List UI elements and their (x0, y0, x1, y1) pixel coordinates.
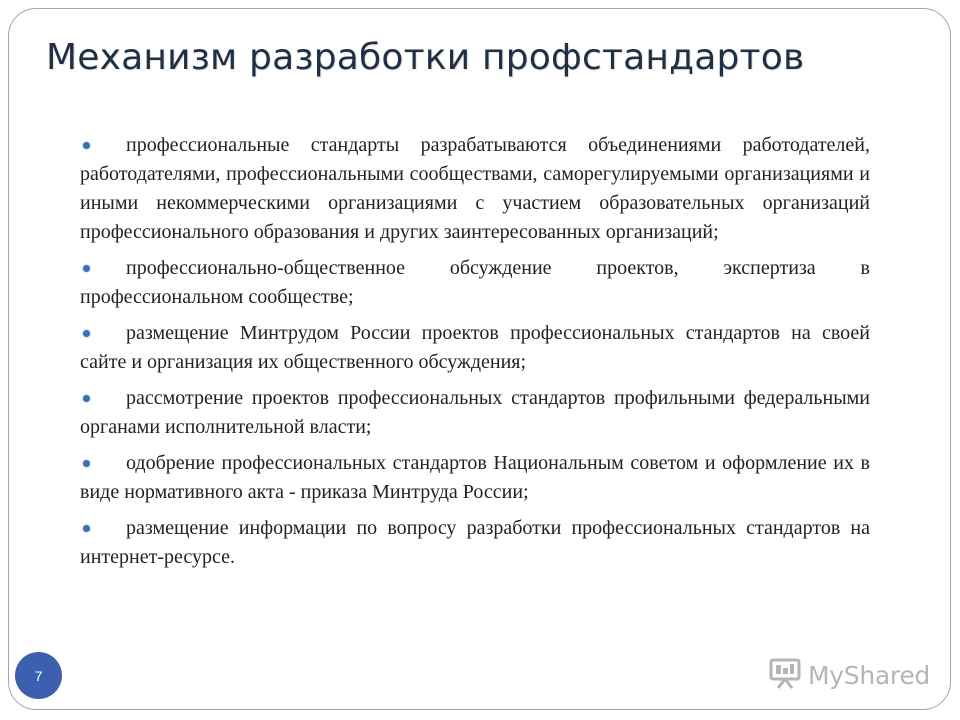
list-item (80, 449, 870, 507)
bullet-text: одобрение профессиональных стандартов Национальным советом и оформление их в виде нормативного акта - приказа Минтруда России; (80, 452, 870, 503)
presentation-board-icon (768, 656, 802, 695)
bullet-text: размещение Минтрудом России проектов профессиональных стандартов на своей сайте и организация их общественного обсуждения; (80, 322, 870, 373)
list-item (80, 131, 870, 247)
bullet-text: размещение информации по вопросу разработки профессиональных стандартов на интернет-ресурсе. (80, 517, 870, 568)
bullet-icon (83, 330, 90, 337)
list-item (80, 514, 870, 572)
watermark-logo (768, 656, 930, 695)
bullet-icon (83, 265, 90, 272)
bullet-text: рассмотрение проектов профессиональных стандартов профильными федеральными органами исполнительной власти; (80, 387, 870, 438)
bullet-icon (83, 460, 90, 467)
page-number-badge (15, 652, 62, 699)
bullet-list (80, 131, 870, 579)
bullet-text: профессиональные стандарты разрабатываются объединениями работодателей, работодателями, профессиональными сообществами, саморегулируемыми организациями и иными некоммерческими организациями с участием образовательных организаций профессионального образования и других заинтересованных организаций; (80, 134, 870, 243)
bullet-text: профессионально-общественное обсуждение проектов, экспертиза в профессиональном сообществе; (80, 257, 870, 308)
bullet-icon (83, 142, 90, 149)
page-number: 7 (34, 667, 43, 684)
list-item (80, 384, 870, 442)
list-item (80, 254, 870, 312)
list-item (80, 319, 870, 377)
bullet-icon (83, 525, 90, 532)
watermark-text: MyShared (808, 661, 930, 690)
bullet-icon (83, 395, 90, 402)
slide-title: Механизм разработки профстандартов (46, 37, 805, 78)
